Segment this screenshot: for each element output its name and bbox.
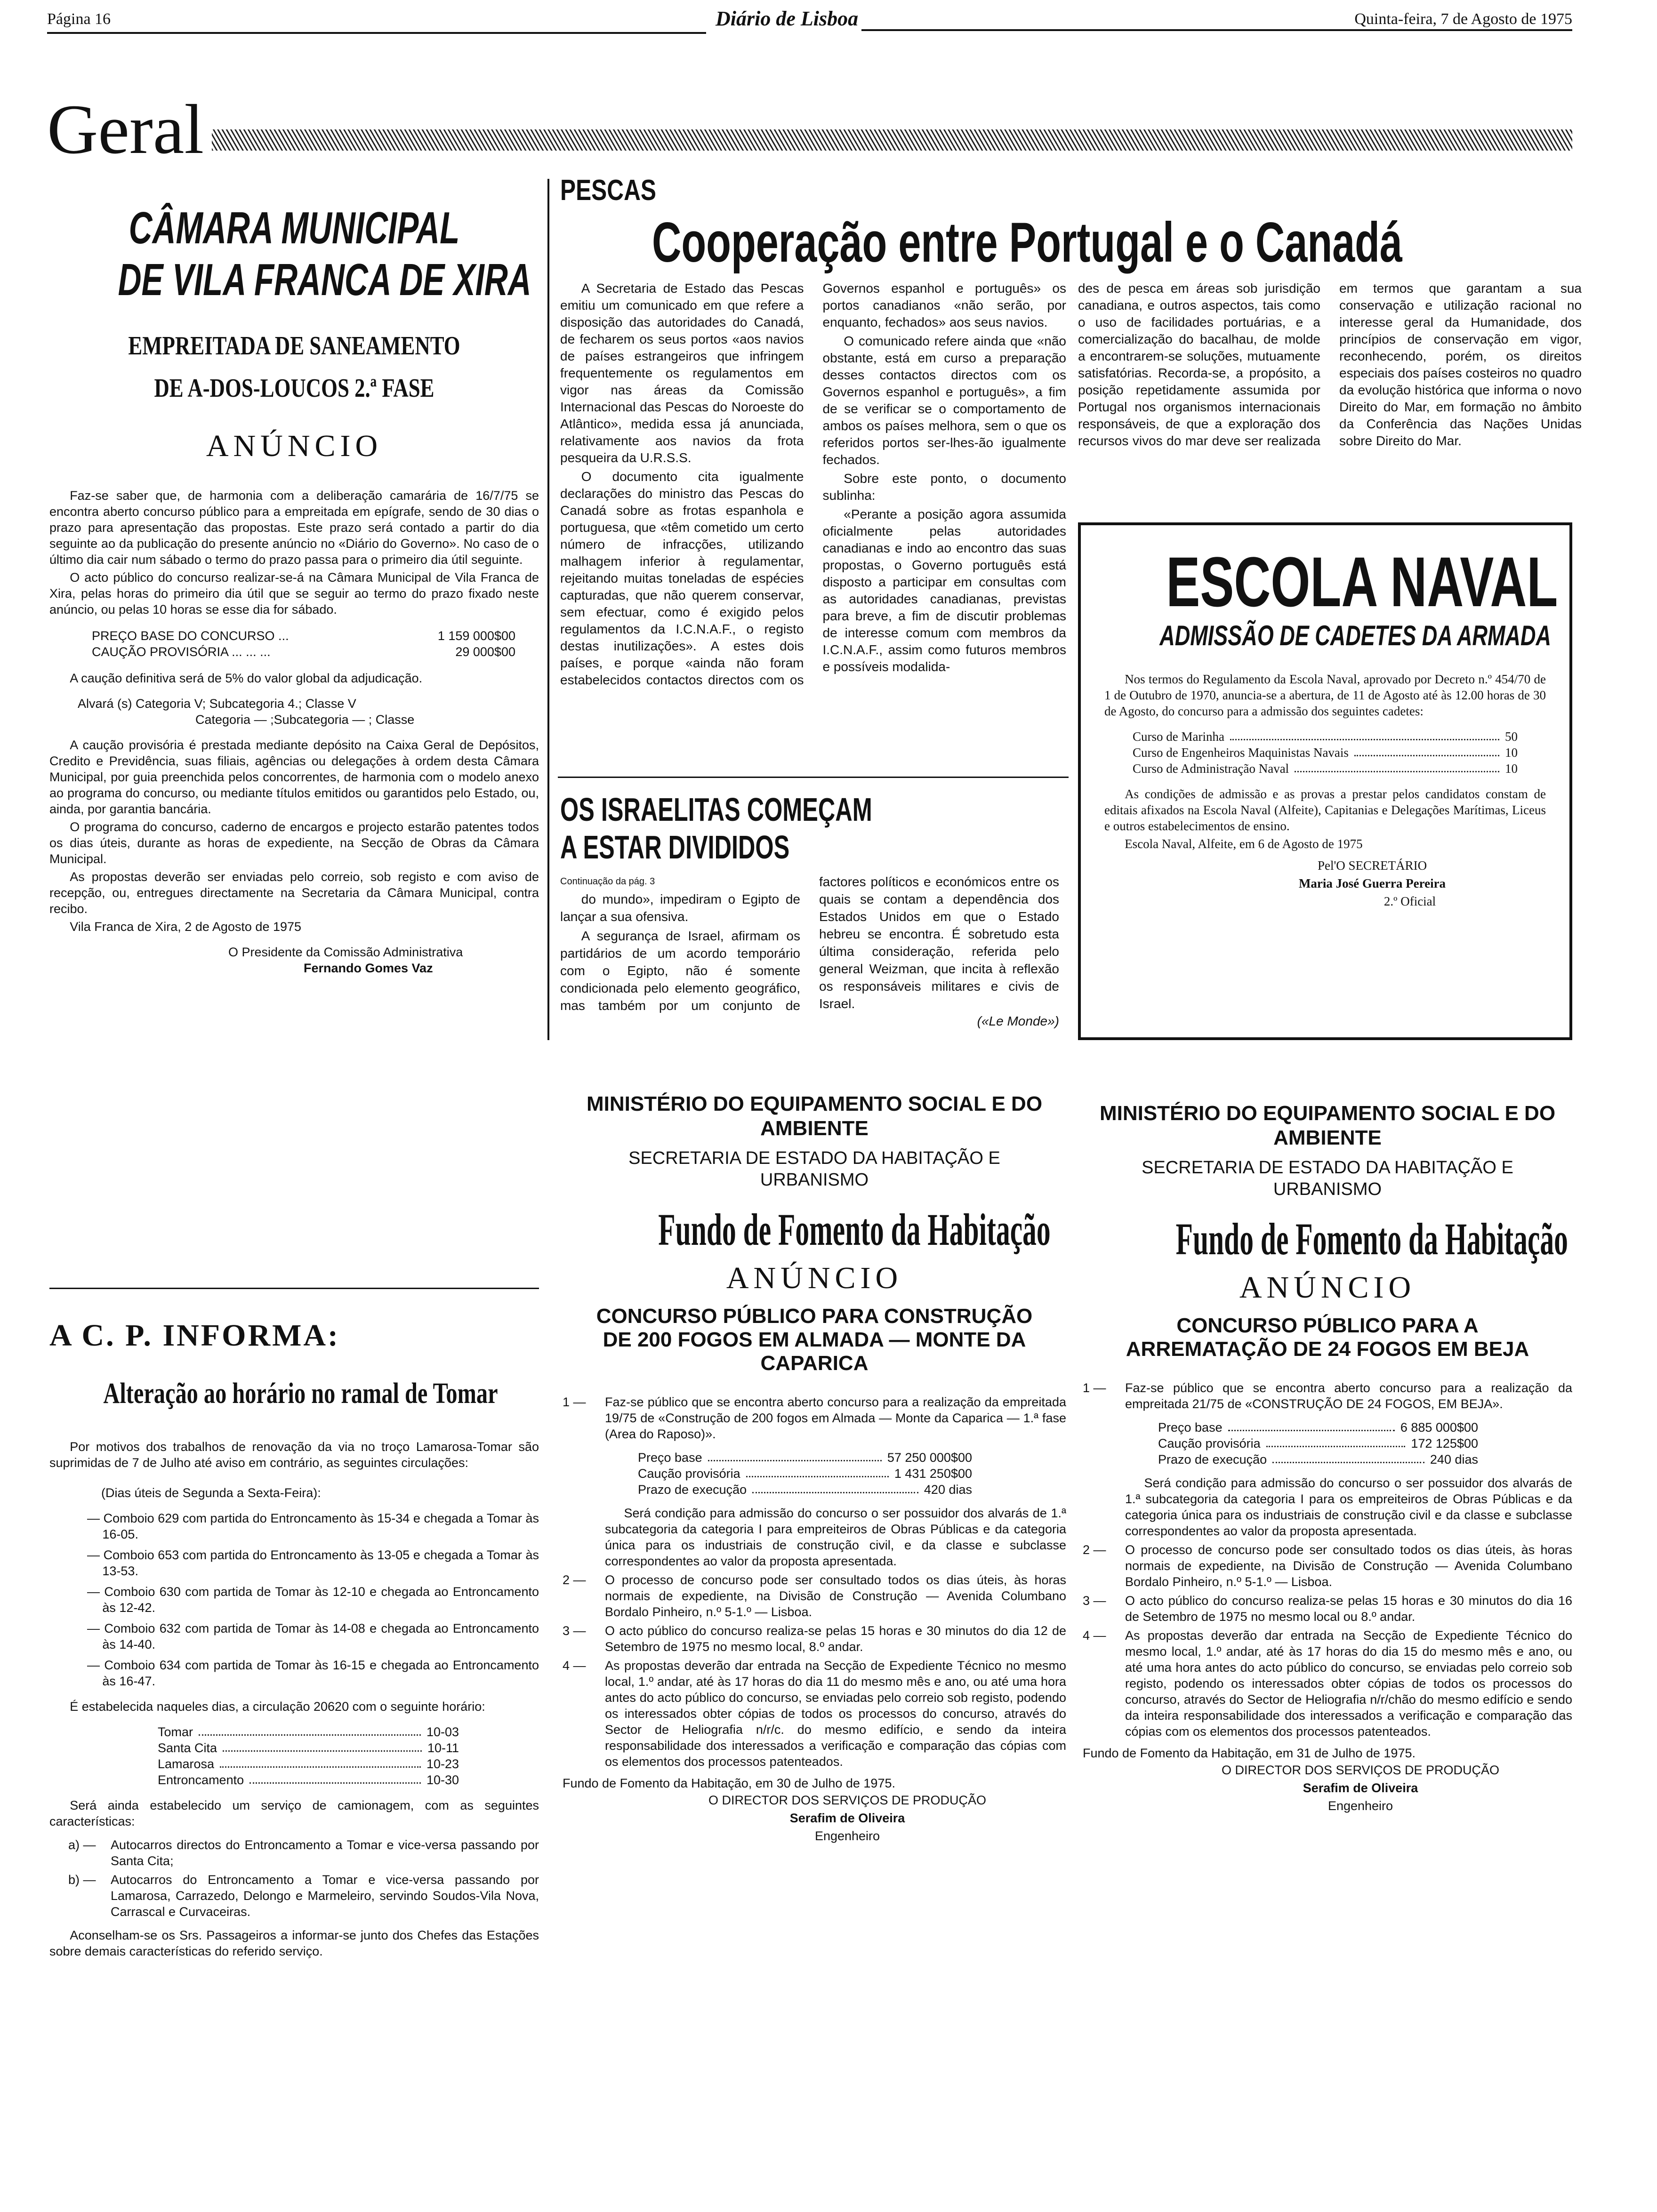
cp-subtitle: Alteração ao horário no ramal de Tomar	[103, 1378, 498, 1410]
ad-date: Fundo de Fomento da Habitação, em 31 de Julho de 1975.	[1083, 1746, 1416, 1760]
pescas-text-paragraph: des de pesca em áreas sob jurisdição canadiana, e outros aspectos, tais como o uso de facilidades portuárias, e a comercialização do bacalhau, de molde a encontrarem-se soluções, mutuamente satisfatórias. Recorda-se, a propósito, a posição repetidamente assumida por Portugal nos organismos internacionais responsáveis, de que a exploração dos recursos vivos do mar deve ser realizada em termos que garantam a sua conservação e utilização racional no interesse geral da Humanidade, dos princípios de conservação em vigor, reconhecendo, porém, os direitos especiais dos países costeiros no quadro da evolução histórica que informa o novo Direito do Mar, em formação no âmbito da Conferência das Nações Unidas sobre Direito do Mar.	[1078, 281, 1582, 448]
caucao-label: CAUÇÃO PROVISÓRIA ... ... ...	[92, 645, 271, 659]
train-item-paragraph: — Comboio 653 com partida do Entroncamento às 13-05 e chegada a Tomar às 13-53.	[87, 1548, 539, 1578]
section-divider	[49, 1288, 539, 1289]
bus-list	[68, 1837, 539, 1920]
course-row-value: 10	[1505, 761, 1518, 776]
leader-dots	[746, 1466, 889, 1477]
leader-dots	[223, 1740, 422, 1752]
leader-dots	[1272, 1451, 1424, 1463]
leader-dots	[249, 1772, 421, 1784]
item-text: Autocarros directos do Entroncamento a Tomar e vice-versa passando por Santa Cita;	[111, 1838, 539, 1868]
israel-headline: OS ISRAELITAS COMEÇAM	[560, 791, 872, 828]
schedule-row	[158, 1756, 459, 1772]
camara-text-paragraph: O acto público do concurso realizar-se-á na Câmara Municipal de Vila Franca de Xira, pelas horas do primeiro dia útil que se seguir ao termo do prazo fixado neste anúncio, ou pelas 10 horas se esse dia for sábado.	[49, 570, 539, 617]
sig-name: Serafim de Oliveira	[1303, 1781, 1418, 1795]
course-row-value: 10	[1505, 745, 1518, 760]
source-credit: («Le Monde»)	[977, 1014, 1059, 1028]
escola-text-paragraph: Escola Naval, Alfeite, em 6 de Agosto de 1975	[1125, 837, 1363, 851]
ad-item	[1083, 1593, 1572, 1625]
ad-item	[1083, 1627, 1572, 1739]
train-item-paragraph: — Comboio 630 com partida de Tomar às 12-10 e chegada ao Entroncamento às 12-42.	[87, 1585, 539, 1615]
schedule-row-label: Lamarosa	[158, 1757, 215, 1771]
course-row-value: 50	[1505, 729, 1518, 744]
item-number: 3 —	[1083, 1594, 1106, 1608]
price-row-label: Caução provisória	[1158, 1436, 1261, 1451]
schedule-row-label: Tomar	[158, 1725, 193, 1739]
course-row	[1133, 745, 1518, 761]
israel-headline: A ESTAR DIVIDIDOS	[560, 829, 790, 866]
leader-dots	[1295, 761, 1499, 772]
condition: Será condição para admissão do concurso o ser possuidor dos alvarás de 1.ª subcategoria da categoria I para empreiteiros de Obras Públicas e da categoria única para os industriais de construção civil, e da classe e subclasse correspondentes ao valor da proposta apresentada.	[605, 1506, 1066, 1568]
price-label: PREÇO BASE DO CONCURSO ...	[92, 629, 289, 643]
price-row	[1158, 1451, 1478, 1467]
schedule-table	[158, 1724, 459, 1788]
ministry: MINISTÉRIO DO EQUIPAMENTO SOCIAL E DO AMBIENTE	[1099, 1102, 1556, 1149]
leader-dots	[1230, 729, 1499, 740]
cp-text-paragraph: É estabelecida naqueles dias, a circulação 20620 com o seguinte horário:	[70, 1699, 485, 1714]
camara-text-paragraph: O programa do concurso, caderno de encargos e projecto estarão patentes todos os dias úteis, durante as horas de expediente, na Secção de Obras da Câmara Municipal.	[49, 820, 539, 866]
schedule-row	[158, 1740, 459, 1756]
secretaria: SECRETARIA DE ESTADO DA HABITAÇÃO E URBANISMO	[628, 1148, 1000, 1190]
sig-name: Serafim de Oliveira	[789, 1811, 905, 1825]
camara-text-paragraph: Faz-se saber que, de harmonia com a deliberação camarária de 16/7/75 se encontra aberto concurso público para a empreitada em epígrafe, sendo de 30 dias o prazo para apresentação das propostas. Este prazo será contado a partir do dia seguinte ao da publicação do presente anúncio no «Diário do Governo». No caso de o último dia cair num sábado o termo do prazo passa para o primeiro dia útil seguinte.	[49, 489, 539, 567]
camara-text-paragraph: A caução definitiva será de 5% do valor global da adjudicação.	[70, 671, 423, 685]
escola-sig-name: Maria José Guerra Pereira	[1298, 876, 1446, 890]
cp-text-paragraph: Será ainda estabelecido um serviço de camionagem, com as seguintes características:	[49, 1798, 539, 1828]
leader-dots	[708, 1450, 882, 1461]
item-text: O acto público do concurso realiza-se pelas 15 horas e 30 minutos do dia 16 de Setembro de 1975 no mesmo local ou 8.º andar.	[1125, 1594, 1572, 1624]
camara-text	[49, 488, 539, 617]
pescas-kicker: PESCAS	[560, 174, 656, 207]
section-divider	[558, 777, 1069, 778]
item-number: 2 —	[563, 1573, 586, 1587]
condition: Será condição para admissão do concurso o ser possuidor dos alvarás de 1.ª subcategoria da categoria I para os empreiteiros de Obras Públicas e da categoria única para os industriais de construção civil e da classe e subclasse correspondentes ao valor da proposta apresentada.	[1125, 1476, 1572, 1538]
camara-notice	[49, 202, 539, 976]
camara-text	[49, 670, 539, 686]
israel-text	[560, 873, 1059, 1030]
concurso-title: CONCURSO PÚBLICO PARA A ARREMATAÇÃO DE 24 FOGOS EM BEJA	[1126, 1314, 1529, 1361]
secretaria: SECRETARIA DE ESTADO DA HABITAÇÃO E URBANISMO	[1142, 1158, 1513, 1199]
ministry: MINISTÉRIO DO EQUIPAMENTO SOCIAL E DO AMBIENTE	[586, 1092, 1043, 1140]
item-text: O processo de concurso pode ser consultado todos os dias úteis, às horas normais de expediente, na Divisão de Construção — Avenida Columbano Bordalo Pinheiro, n.º 5-1.º — Lisboa.	[1125, 1543, 1572, 1589]
masthead: Diário de Lisboa	[716, 7, 859, 30]
leader-dots	[1354, 745, 1499, 756]
price-row-value: 1 431 250$00	[894, 1467, 972, 1481]
camara-text-paragraph: As propostas deverão ser enviadas pelo correio, sob registo e com aviso de recepção, ou, entregues directamente na Secretaria da Câmara Municipal, contra recibo.	[49, 870, 539, 916]
leader-dots	[199, 1724, 421, 1736]
camara-text-paragraph: A caução provisória é prestada mediante depósito na Caixa Geral de Depósitos, Credito e Previdência, suas filiais, agências ou delegações à ordem desta Câmara Municipal, por guia preenchida pelos concorrentes, de harmonia com o modelo anexo ao programa do concurso, ou mediante títulos emitidos ou garantidos pelo Estado, ou, ainda, por garantia bancária.	[49, 738, 539, 816]
price-row-value: 172 125$00	[1411, 1436, 1478, 1451]
sig-title: O DIRECTOR DOS SERVIÇOS DE PRODUÇÃO	[1221, 1763, 1500, 1777]
price-row	[638, 1466, 972, 1482]
schedule-row	[158, 1724, 459, 1740]
israel-text-paragraph: A segurança de Israel, afirmam os partidários de um acordo temporário com o Egipto, não é somente condicionada pelo elemento geográfico, mas também por um conjunto de factores políticos e económicos entre os quais se contam a dependência dos Estados Unidos em que o Estado hebreu se encontra. É sobretudo esta última consideração, referida pelo general Weizman, que incita à reflexão os responsáveis militares e civis de Israel.	[560, 874, 1059, 1013]
camara-text-paragraph: Vila Franca de Xira, 2 de Agosto de 1975	[70, 920, 302, 934]
item-number: 2 —	[1083, 1543, 1106, 1557]
camara-subtitle: DE A-DOS-LOUCOS 2.ª FASE	[154, 374, 434, 403]
item-number: 4 —	[1083, 1628, 1106, 1643]
escola-text-paragraph: As condições de admissão e as provas a prestar pelos candidatos constam de editais afixados na Escola Naval (Alfeite), Capitanias e Delegações Marítimas, Liceus e outros estabelecimentos de ensino.	[1104, 787, 1546, 833]
train-item	[49, 1510, 539, 1689]
column-divider	[547, 179, 549, 1040]
header-rule	[861, 29, 1572, 31]
item-1: Faz-se público que se encontra aberto concurso para a realização da empreitada 19/75 de «Construção de 200 fogos em Almada — Monte da Caparica — 1.ª fase (Area do Raposo)».	[605, 1395, 1066, 1441]
cp-days: (Dias úteis de Segunda a Sexta-Feira):	[101, 1486, 321, 1500]
train-item-paragraph: — Comboio 629 com partida do Entroncamento às 15-34 e chegada a Tomar às 16-05.	[87, 1511, 539, 1541]
section-hatch-bar	[212, 129, 1572, 151]
sig-title: O DIRECTOR DOS SERVIÇOS DE PRODUÇÃO	[708, 1793, 987, 1807]
signature-name: Fernando Gomes Vaz	[304, 961, 433, 975]
schedule-row	[158, 1772, 459, 1788]
leader-dots	[220, 1756, 421, 1768]
camara-text	[49, 737, 539, 935]
signature-title: O Presidente da Comissão Administrativa	[228, 945, 463, 959]
israel-text-paragraph: do mundo», impediram o Egipto de lançar a sua ofensiva.	[560, 892, 800, 924]
cp-text-paragraph: Por motivos dos trabalhos de renovação da via no troço Lamarosa-Tomar são suprimidas de 7 de Julho até aviso em contrário, as seguintes circulações:	[49, 1440, 539, 1470]
page-number: Página 16	[47, 10, 111, 28]
pescas-text	[1078, 280, 1582, 450]
course-row	[1133, 761, 1518, 777]
price-row-value: 420 dias	[924, 1483, 972, 1497]
pescas-text-paragraph: «Perante a posição agora assumida oficialmente pelas autoridades canadianas e indo ao encontro das suas propostas, o Governo português está disposto a participar em consultas com as autoridades canadianas, previstas para breve, a fim de discutir problemas de interesse comum com membros da I.C.N.A.F., assim como futuros membros e possíveis modalida-	[822, 507, 1066, 674]
fundo-title: Fundo de Fomento da Habitação	[1175, 1214, 1568, 1264]
price-table	[638, 1450, 972, 1498]
cp-text	[49, 1927, 539, 1959]
pescas-text-paragraph: Sobre este ponto, o documento sublinha:	[822, 471, 1066, 503]
price-row-label: Preço base	[638, 1451, 702, 1465]
camara-title: DE VILA FRANCA DE XIRA	[118, 255, 531, 305]
leader-dots	[752, 1482, 918, 1493]
item-text: Autocarros do Entroncamento a Tomar e vice-versa passando por Lamarosa, Carrazedo, Delongo e Marmeleiro, servindo Soudos-Vila Nova, Carrascal e Curvaceiras.	[111, 1873, 539, 1919]
item-number: 4 —	[563, 1659, 586, 1673]
issue-date: Quinta-feira, 7 de Agosto de 1975	[1354, 10, 1572, 28]
israel-article	[560, 873, 1059, 1030]
price-row-value: 240 dias	[1430, 1452, 1478, 1467]
cp-text-paragraph: Aconselham-se os Srs. Passageiros a informar-se junto dos Chefes das Estações sobre demais características do referido serviço.	[49, 1928, 539, 1958]
bus-item	[68, 1872, 539, 1920]
ad-item	[563, 1623, 1066, 1655]
schedule-row-value: 10-03	[426, 1725, 459, 1739]
item-number: b) —	[68, 1873, 96, 1887]
course-row	[1133, 729, 1518, 745]
price-row-value: 57 250 000$00	[887, 1451, 972, 1465]
continuation-note: Continuação da pág. 3	[560, 876, 655, 887]
camara-subtitle: EMPREITADA DE SANEAMENTO	[128, 331, 460, 361]
item-number: 1 —	[563, 1395, 586, 1409]
ad-date: Fundo de Fomento da Habitação, em 30 de Julho de 1975.	[563, 1776, 895, 1790]
camara-anuncio: ANÚNCIO	[206, 429, 383, 463]
schedule-row-label: Santa Cita	[158, 1741, 217, 1755]
caucao-value: 29 000$00	[455, 645, 515, 659]
pescas-text	[560, 280, 1066, 689]
escola-sig-role: 2.º Oficial	[1384, 894, 1436, 908]
course-row-label: Curso de Engenheiros Maquinistas Navais	[1133, 745, 1349, 760]
pescas-text-paragraph: A Secretaria de Estado das Pescas emitiu um comunicado em que refere a disposição das autoridades do Canadá, de fecharem os seus portos «aos navios de países estrangeiros que infringem frequentemente os regulamentos em vigor nas áreas da Comissão Internacional das Pescas do Noroeste do Atlântico», medida essa já anunciada, relativamente aos navios da frota pesqueira da U.R.S.S.	[560, 281, 804, 465]
ad-item	[1083, 1542, 1572, 1590]
cp-text	[49, 1699, 539, 1715]
price-row	[1158, 1435, 1478, 1451]
train-item-paragraph: — Comboio 634 com partida de Tomar às 16-15 e chegada ao Entroncamento às 16-47.	[87, 1658, 539, 1688]
train-item-paragraph: — Comboio 632 com partida de Tomar às 14-08 e chegada ao Entroncamento às 14-40.	[87, 1621, 539, 1651]
price-value: 1 159 000$00	[437, 629, 515, 643]
course-row-label: Curso de Administração Naval	[1133, 761, 1289, 776]
cp-notice	[49, 1318, 539, 1961]
section-title: Geral	[47, 90, 204, 168]
course-list	[1133, 729, 1518, 777]
item-number: 3 —	[563, 1624, 586, 1638]
escola-text-paragraph: Nos termos do Regulamento da Escola Naval, aprovado por Decreto n.º 454/70 de 1 de Outubro de 1970, anuncia-se a abertura, de 11 de Agosto até às 12.00 horas de 30 de Agosto, do concurso para a admissão dos seguintes cadetes:	[1104, 672, 1546, 718]
course-row-label: Curso de Marinha	[1133, 729, 1224, 744]
price-row-label: Prazo de execução	[1158, 1452, 1267, 1467]
header-rule	[47, 32, 706, 34]
price-row-value: 6 885 000$00	[1400, 1420, 1478, 1435]
item-text: O processo de concurso pode ser consultado todos os dias úteis, às horas normais de expediente, na Divisão de Construção — Avenida Columbano Bordalo Pinheiro, n.º 5-1.º — Lisboa.	[605, 1573, 1066, 1619]
cp-title: A C. P. INFORMA:	[49, 1318, 340, 1353]
sig-role: Engenheiro	[1327, 1799, 1393, 1813]
pescas-text-paragraph: O documento cita igualmente declarações do ministro das Pescas do Canadá sobre as frotas espanhola e portuguesa, que «têm cometido um certo número de infracções, utilizando malhagem inferior à regulamentar, rejeitando muitas toneladas de espécies capturadas, que não querem conservar, sem efectuar, como é exigido pelos regulamentos da I.C.N.A.F., o registo destas inutilizações». A estes dois países, e porque «ainda não foram estabelecidos contactos directos com os Governos espanhol e português» os portos canadianos «não serão, por enquanto, fechados» aos seus navios.	[560, 281, 1066, 687]
price-table	[1158, 1419, 1478, 1467]
alvara-line: Alvará (s) Categoria V; Subcategoria 4.; Classe V	[78, 697, 356, 711]
ad-item	[563, 1572, 1066, 1620]
price-row-label: Caução provisória	[638, 1467, 740, 1481]
schedule-row-value: 10-30	[426, 1773, 459, 1787]
cp-text	[49, 1439, 539, 1471]
alvara-line: Categoria — ;Subcategoria — ; Classe	[195, 713, 415, 727]
camara-title: CÂMARA MUNICIPAL	[129, 203, 460, 253]
item-text: As propostas deverão dar entrada na Secção de Expediente Técnico do mesmo local, 1.º andar, até às 17 horas do dia 15 do mesmo mês e ano, ou até uma hora antes do acto público do concurso, se enviadas pelo correio sob registo, podendo os interessados obter cópias de todos os processos do concurso, através do Sector de Heliografia n/r/chão do mesmo edifício e sendo da inteira responsabilidade dos interessados a verificação e comparação das cópias com os elementos dos processos patenteados.	[1125, 1628, 1572, 1739]
anuncio: ANÚNCIO	[726, 1261, 903, 1295]
anuncio: ANÚNCIO	[1239, 1270, 1416, 1305]
item-number: a) —	[68, 1838, 96, 1852]
leader-dots	[1266, 1435, 1406, 1447]
bus-item	[68, 1837, 539, 1869]
escola-text	[1104, 671, 1546, 719]
ad-item	[563, 1658, 1066, 1770]
pescas-headline: Cooperação entre Portugal e o Canadá	[652, 211, 1402, 274]
concurso-title: CONCURSO PÚBLICO PARA CONSTRUÇÃO DE 200 FOGOS EM ALMADA — MONTE DA CAPARICA	[596, 1305, 1033, 1375]
item-1: Faz-se público que se encontra aberto concurso para a realização da empreitada 21/75 de «CONSTRUÇÃO DE 24 FOGOS, EM BEJA».	[1125, 1381, 1572, 1411]
sig-role: Engenheiro	[814, 1829, 880, 1843]
fundo-title: Fundo de Fomento da Habitação	[658, 1204, 1051, 1255]
escola-subtitle: ADMISSÃO DE CADETES DA ARMADA	[1159, 620, 1551, 651]
escola-sig-title: Pel'O SECRETÁRIO	[1317, 858, 1427, 873]
fundo-ad-beja	[1083, 1101, 1572, 1815]
price-row-label: Prazo de execução	[638, 1483, 747, 1497]
fundo-ad-almada	[563, 1092, 1066, 1845]
schedule-row-value: 10-11	[427, 1741, 459, 1755]
pescas-text-paragraph: O comunicado refere ainda que «não obstante, está em curso a preparação desses contactos directos com os Governos espanhol e português», a fim de se verificar se o comportamento de ambos os países melhora, sem o que os referidos portos ser-lhes-ão igualmente fechados.	[822, 334, 1066, 467]
item-text: O acto público do concurso realiza-se pelas 15 horas e 30 minutos do dia 12 de Setembro de 1975 no mesmo local, 8.º andar.	[605, 1624, 1066, 1654]
escola-text	[1104, 786, 1546, 852]
item-text: As propostas deverão dar entrada na Secção de Expediente Técnico no mesmo local, 1.º andar, até às 17 horas do dia 11 do mesmo mês e ano, ou até uma hora antes do acto público do concurso, se enviadas pelo correio sob registo, podendo os interessados obter cópias de todos os processos do concurso, através do Sector de Heliografia n/r/c. do mesmo edifício, e sendo da inteira responsabilidade dos interessados a verificação e comparação das cópias com os elementos dos processos patenteados.	[605, 1659, 1066, 1769]
schedule-row-value: 10-23	[426, 1757, 459, 1771]
leader-dots	[1228, 1419, 1395, 1431]
escola-naval-ad	[1078, 522, 1572, 1040]
price-row-label: Preço base	[1158, 1420, 1223, 1435]
schedule-row-label: Entroncamento	[158, 1773, 244, 1787]
cp-text	[49, 1797, 539, 1829]
price-row	[638, 1482, 972, 1498]
item-number: 1 —	[1083, 1381, 1106, 1395]
price-row	[638, 1450, 972, 1466]
price-row	[1158, 1419, 1478, 1435]
escola-title: ESCOLA NAVAL	[1166, 542, 1558, 621]
